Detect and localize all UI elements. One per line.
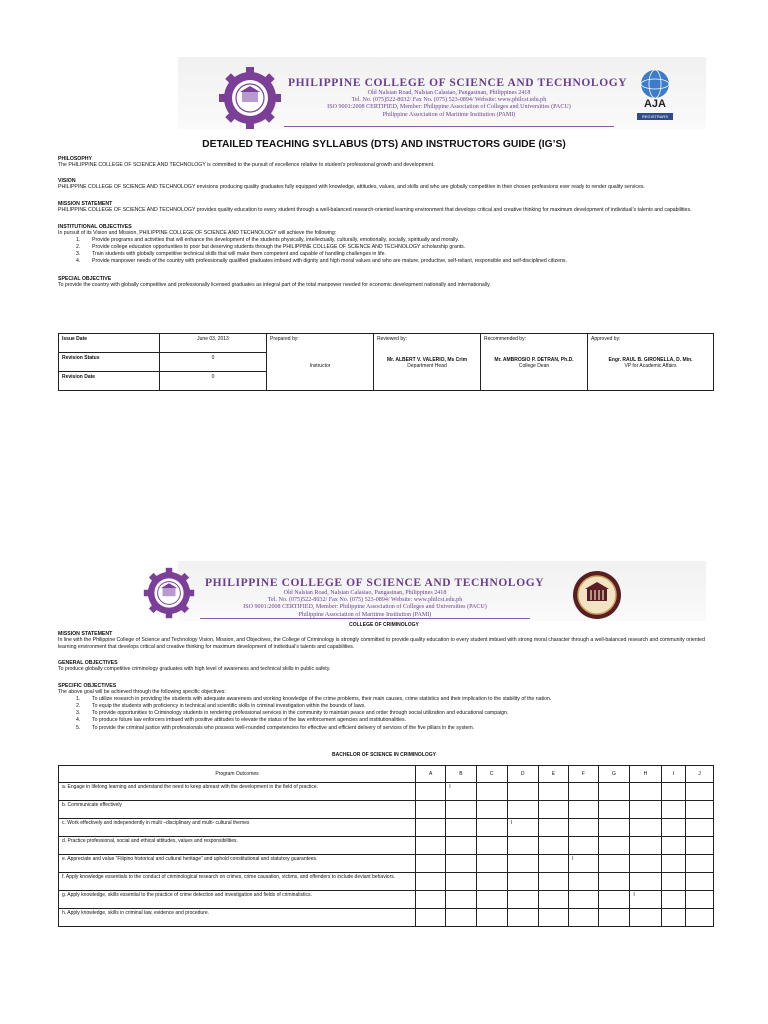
- philosophy-heading: PHILOSOPHY: [58, 156, 93, 162]
- program-outcomes-table: [58, 765, 714, 927]
- list-item-text: Provide programs and activities that will enhance the development of the students physically, intellectually, culturally, emotionally, socially, spiritually and morally.: [92, 236, 460, 243]
- college-seal-icon: [218, 66, 282, 130]
- outcome-mark-cell: [598, 801, 630, 819]
- address-line4: Philippine Association of Maritime Institution (PAMI): [382, 111, 516, 118]
- outcome-mark-cell: [569, 801, 598, 819]
- header-rule: [284, 126, 614, 127]
- special-objective-heading: SPECIAL OBJECTIVE: [58, 275, 112, 282]
- program-outcomes-header: Program Outcomes: [59, 766, 416, 783]
- list-item-number: 1.: [76, 236, 81, 243]
- outcome-mark-cell: [446, 819, 476, 837]
- list-item-text: Train students with globally competitive technical skills that will make them competent and capable of handling challenges in life.: [92, 251, 386, 258]
- outcome-mark-cell: [446, 801, 476, 819]
- program-outcome-text: c. Work effectively and independently in multi –disciplinary and multi- cultural themes: [59, 819, 416, 837]
- college-address-2: [200, 590, 530, 619]
- cert-logo-sub: REGISTRARS: [637, 113, 673, 120]
- list-item-number: 4.: [76, 717, 81, 724]
- outcome-mark-cell: [538, 783, 568, 801]
- program-outcome-text: h. Apply knowledge, skills in criminal law, evidence and procedure.: [59, 909, 416, 927]
- revision-status-value: 0: [160, 353, 267, 372]
- outcome-mark-cell: [686, 891, 714, 909]
- list-item: [76, 703, 712, 710]
- outcome-mark-cell: [476, 801, 507, 819]
- outcome-mark-cell: [416, 819, 446, 837]
- outcome-mark-cell: [538, 801, 568, 819]
- criminology-seal-icon: [572, 570, 622, 620]
- general-objectives-text: To produce globally competitive criminology graduates with high level of awareness and technical skills in public safety.: [58, 666, 331, 673]
- table-row: [59, 873, 714, 891]
- list-item: [76, 725, 712, 732]
- po-column-header: J: [686, 766, 714, 783]
- cert-logo-text: AJA: [643, 98, 666, 110]
- po-column-header: E: [538, 766, 568, 783]
- outcome-mark-cell: [630, 909, 661, 927]
- outcome-mark-cell: [598, 819, 630, 837]
- outcome-mark-cell: [507, 783, 538, 801]
- outcome-mark-cell: [476, 819, 507, 837]
- outcome-mark-cell: [598, 909, 630, 927]
- po-column-header: D: [507, 766, 538, 783]
- table-row: [59, 783, 714, 801]
- list-item: [76, 237, 712, 244]
- outcome-mark-cell: [446, 837, 476, 855]
- outcome-mark-cell: [661, 801, 686, 819]
- page1-body: [58, 156, 712, 289]
- college-heading: COLLEGE OF CRIMINOLOGY: [349, 622, 419, 628]
- address-line2: Tel. No. (075)522-8032/ Fax No. (075) 523-0894/ Website: www.philcst.edu.ph: [351, 97, 547, 104]
- general-objectives-heading: GENERAL OBJECTIVES: [58, 660, 118, 667]
- po-column-header: B: [446, 766, 476, 783]
- recommended-label: Recommended by:: [484, 336, 526, 342]
- institutional-objectives-list: [58, 237, 712, 266]
- outcome-mark-cell: [446, 873, 476, 891]
- outcome-mark-cell: [630, 873, 661, 891]
- outcome-mark-cell: [661, 873, 686, 891]
- list-item: [76, 251, 712, 258]
- institutional-objectives-heading: INSTITUTIONAL OBJECTIVES: [58, 223, 132, 230]
- outcome-mark-cell: [507, 909, 538, 927]
- po-column-header: H: [630, 766, 661, 783]
- outcome-mark-cell: [569, 909, 598, 927]
- address-line1: Old Nalsian Road, Nalsian Calasiao, Pangasinan, Philippines 2418: [283, 590, 447, 596]
- outcome-mark-cell: I: [630, 891, 661, 909]
- college-name-2: PHILIPPINE COLLEGE OF SCIENCE AND TECHNOLOGY: [205, 577, 545, 589]
- list-item-text: To utilize research in providing the students with adequate awareness and working knowledge of the crime problems, their main causes, crime statistics and their implication to the stability of the nation.: [92, 695, 552, 702]
- outcome-mark-cell: [538, 909, 568, 927]
- list-item-text: To provide opportunities to Criminology students in rendering professional services in the community to maintain peace and order through social utilization and educational campaign.: [92, 710, 509, 717]
- issue-date-label: Issue Date: [59, 334, 160, 353]
- table-row: [59, 819, 714, 837]
- outcome-mark-cell: [416, 801, 446, 819]
- signature-table: [58, 333, 714, 391]
- special-objective-text: To provide the country with globally competitive and professionally licensed graduates as integral part of the total manpower needed for economic development nationally and internationally.: [58, 281, 491, 288]
- list-item-number: 4.: [76, 258, 81, 265]
- po-column-header: A: [416, 766, 446, 783]
- outcome-mark-cell: [446, 909, 476, 927]
- revision-status-label: Revision Status: [59, 353, 160, 372]
- mission-heading: MISSION STATEMENT: [58, 201, 113, 208]
- outcome-mark-cell: [507, 855, 538, 873]
- outcome-mark-cell: [476, 855, 507, 873]
- outcome-mark-cell: [416, 909, 446, 927]
- outcome-mark-cell: [598, 783, 630, 801]
- approved-label: Approved by:: [591, 336, 621, 342]
- specific-objectives-list: [58, 696, 712, 732]
- institutional-objectives-intro: In pursuit of its Vision and Mission, PHILIPPINE COLLEGE OF SCIENCE AND TECHNOLOGY will achieve the following:: [58, 229, 337, 236]
- po-column-header: I: [661, 766, 686, 783]
- outcome-mark-cell: [686, 801, 714, 819]
- table-row: [59, 837, 714, 855]
- list-item-text: To produce future law enforcers imbued with positive attitudes to elevate the status of the law enforcement agencies and institutionalities.: [92, 717, 407, 724]
- outcome-mark-cell: [686, 783, 714, 801]
- outcome-mark-cell: [686, 909, 714, 927]
- outcome-mark-cell: [630, 819, 661, 837]
- vision-text: PHILIPPINE COLLEGE OF SCIENCE AND TECHNOLOGY envisions producing quality graduates fully equipped with knowledge, attitudes, values, and skills and who are globally competitive in their chosen professions ever ready to render quality services.: [58, 184, 645, 191]
- outcome-mark-cell: [598, 891, 630, 909]
- outcome-mark-cell: [569, 837, 598, 855]
- prepared-label: Prepared by:: [270, 336, 299, 342]
- outcome-mark-cell: [598, 855, 630, 873]
- outcome-mark-cell: [507, 873, 538, 891]
- reviewed-name: Mr. ALBERT V. VALERIO, Ms Crim: [386, 357, 468, 363]
- program-outcome-text: b. Communicate effectively: [59, 801, 416, 819]
- revision-date-value: 0: [160, 372, 267, 391]
- recommended-name: Mr. AMBROSIO P. DETRAN, Ph.D.: [494, 357, 574, 363]
- reviewed-label: Reviewed by:: [377, 336, 408, 342]
- outcome-mark-cell: [630, 855, 661, 873]
- vision-heading: VISION: [58, 178, 76, 185]
- list-item-number: 2.: [76, 703, 81, 710]
- list-item: [76, 717, 712, 724]
- po-column-header: F: [569, 766, 598, 783]
- outcome-mark-cell: [476, 891, 507, 909]
- outcome-mark-cell: [661, 783, 686, 801]
- outcome-mark-cell: I: [446, 783, 476, 801]
- approved-name: Engr. RAUL B. GIRONELLA, D. Min.: [608, 357, 693, 363]
- program-outcome-text: d. Practice professional, social and ethical attitudes, values and responsibilities.: [59, 837, 416, 855]
- list-item-text: To equip the students with proficiency in technical and scientific skills in criminal investigation within the bounds of laws.: [92, 703, 366, 710]
- outcome-mark-cell: [598, 873, 630, 891]
- outcome-mark-cell: [416, 891, 446, 909]
- college-seal-icon: [143, 567, 195, 619]
- outcome-mark-cell: [661, 855, 686, 873]
- outcome-mark-cell: [446, 855, 476, 873]
- certification-logo: [620, 66, 690, 124]
- outcome-mark-cell: [661, 891, 686, 909]
- revision-date-label: Revision Date: [59, 372, 160, 391]
- po-column-header: G: [598, 766, 630, 783]
- address-line1: Old Nalsian Road, Nalsian Calasiao, Pangasinan, Philippines 2418: [367, 90, 531, 96]
- table-row: [59, 891, 714, 909]
- issue-date-value: June 03, 2013: [160, 334, 267, 353]
- list-item: [76, 244, 712, 251]
- outcome-mark-cell: [538, 891, 568, 909]
- page2-body: [58, 631, 712, 732]
- list-item-number: 1.: [76, 695, 81, 702]
- table-row: [59, 909, 714, 927]
- recommended-cell: [481, 334, 588, 391]
- list-item: [76, 710, 712, 717]
- address-line2: Tel. No. (075)522-8032/ Fax No. (075) 523-0894/ Website: www.philcst.edu.ph: [267, 597, 463, 604]
- table-row: [59, 855, 714, 873]
- list-item: [76, 258, 712, 265]
- outcome-mark-cell: [661, 819, 686, 837]
- recommended-role: College Dean: [518, 363, 550, 369]
- crim-mission-heading: MISSION STATEMENT: [58, 631, 113, 637]
- list-item-text: To provide the criminal justice with professionals who possess well-rounded competencies for effective and efficient delivery of services of the five pillars in the system.: [92, 724, 475, 731]
- outcome-mark-cell: I: [569, 855, 598, 873]
- outcome-mark-cell: [630, 783, 661, 801]
- outcome-mark-cell: [416, 837, 446, 855]
- program-heading: BACHELOR OF SCIENCE IN CRIMINOLOGY: [332, 752, 436, 758]
- list-item-number: 5.: [76, 724, 81, 731]
- outcome-mark-cell: [507, 891, 538, 909]
- list-item: [76, 696, 712, 703]
- outcome-mark-cell: [686, 855, 714, 873]
- outcome-mark-cell: [686, 837, 714, 855]
- list-item-number: 3.: [76, 251, 81, 258]
- outcome-mark-cell: [686, 873, 714, 891]
- specific-objectives-heading: SPECIFIC OBJECTIVES: [58, 682, 117, 689]
- po-column-header: C: [476, 766, 507, 783]
- outcome-mark-cell: [416, 783, 446, 801]
- specific-objectives-intro: The above goal will be achieved through the following specific objectives:: [58, 688, 226, 695]
- address-line4: Philippine Association of Maritime Institution (PAMI): [298, 611, 432, 618]
- approved-cell: [588, 334, 714, 391]
- outcome-mark-cell: [476, 909, 507, 927]
- outcome-mark-cell: [661, 837, 686, 855]
- outcome-mark-cell: [476, 837, 507, 855]
- outcome-mark-cell: [538, 819, 568, 837]
- outcome-mark-cell: [507, 801, 538, 819]
- outcome-mark-cell: [538, 855, 568, 873]
- list-item-number: 3.: [76, 710, 81, 717]
- outcome-mark-cell: [538, 837, 568, 855]
- outcome-mark-cell: [630, 837, 661, 855]
- address-line3: ISO 9001:2008 CERTIFIED, Member: Philippine Association of Colleges and Universities (PACU): [327, 104, 571, 111]
- table-row: [59, 801, 714, 819]
- outcome-mark-cell: [569, 891, 598, 909]
- program-outcome-text: a. Engage in lifelong learning and understand the need to keep abreast with the development in the field of practice.: [59, 783, 416, 801]
- outcome-mark-cell: [598, 837, 630, 855]
- college-name: PHILIPPINE COLLEGE OF SCIENCE AND TECHNOLOGY: [288, 77, 628, 89]
- prepared-role: Instructor: [309, 363, 331, 369]
- outcome-mark-cell: [569, 819, 598, 837]
- prepared-cell: [267, 334, 374, 391]
- program-outcome-text: e. Appreciate and value “Filipino historical and cultural heritage” and uphold constitutional and statutory guarantees.: [59, 855, 416, 873]
- outcome-mark-cell: I: [507, 819, 538, 837]
- outcome-mark-cell: [630, 801, 661, 819]
- address-line3: ISO 9001:2008 CERTIFIED, Member: Philippine Association of Colleges and Universities (PACU): [243, 604, 487, 611]
- page-title: DETAILED TEACHING SYLLABUS (DTS) AND INSTRUCTORS GUIDE (IG’S): [202, 139, 566, 150]
- philosophy-text: The PHILIPPINE COLLEGE OF SCIENCE AND TECHNOLOGY is committed to the pursuit of excellence relative to student’s professional growth and development.: [58, 162, 435, 168]
- college-address: [284, 90, 614, 119]
- list-item-text: Provide college education opportunities to poor but deserving students through the PHILIPPINE COLLEGE OF SCIENCE AND TECHNOLOGY scholarship grants.: [92, 244, 466, 251]
- outcome-mark-cell: [538, 873, 568, 891]
- outcome-mark-cell: [569, 783, 598, 801]
- outcome-mark-cell: [476, 873, 507, 891]
- approved-role: VP for Academic Affairs: [624, 363, 677, 369]
- outcome-mark-cell: [446, 891, 476, 909]
- reviewed-cell: [374, 334, 481, 391]
- mission-text: PHILIPPINE COLLEGE OF SCIENCE AND TECHNOLOGY provides quality education to every student through a well-balanced research-oriented learning environment that develops critical and creative thinking for maximum development of individual’s talents and capabilities.: [58, 207, 692, 214]
- header-rule-2: [200, 618, 530, 619]
- reviewed-role: Department Head: [407, 363, 447, 369]
- program-outcome-text: f. Apply knowledge essentials to the conduct of criminological research on crimes, crime causation, victims, and offenders to include deviant behaviors.: [59, 873, 416, 891]
- outcome-mark-cell: [507, 837, 538, 855]
- list-item-number: 2.: [76, 244, 81, 251]
- crim-mission-text: In line with the Philippine College of Science and Technology Vision, Mission, and Objectives, the College of Criminology is strongly committed to provide quality education to every student imbued with strong moral character through a well-balanced research and community oriented learning environment that develops critical and creative thinking for maximum development of individual’s talents and capabilities.: [58, 637, 705, 651]
- outcome-mark-cell: [569, 873, 598, 891]
- outcome-mark-cell: [661, 909, 686, 927]
- program-outcome-text: g. Apply knowledge, skills essential to the practice of crime detection and investigation and fields of criminalistics.: [59, 891, 416, 909]
- list-item-text: Provide manpower needs of the country with professionally qualified graduates imbued with dignity and high moral values and who are mature, productive, self-reliant, responsible and self-disciplined citizens.: [92, 258, 567, 265]
- outcome-mark-cell: [416, 873, 446, 891]
- outcome-mark-cell: [416, 855, 446, 873]
- outcome-mark-cell: [476, 783, 507, 801]
- outcome-mark-cell: [686, 819, 714, 837]
